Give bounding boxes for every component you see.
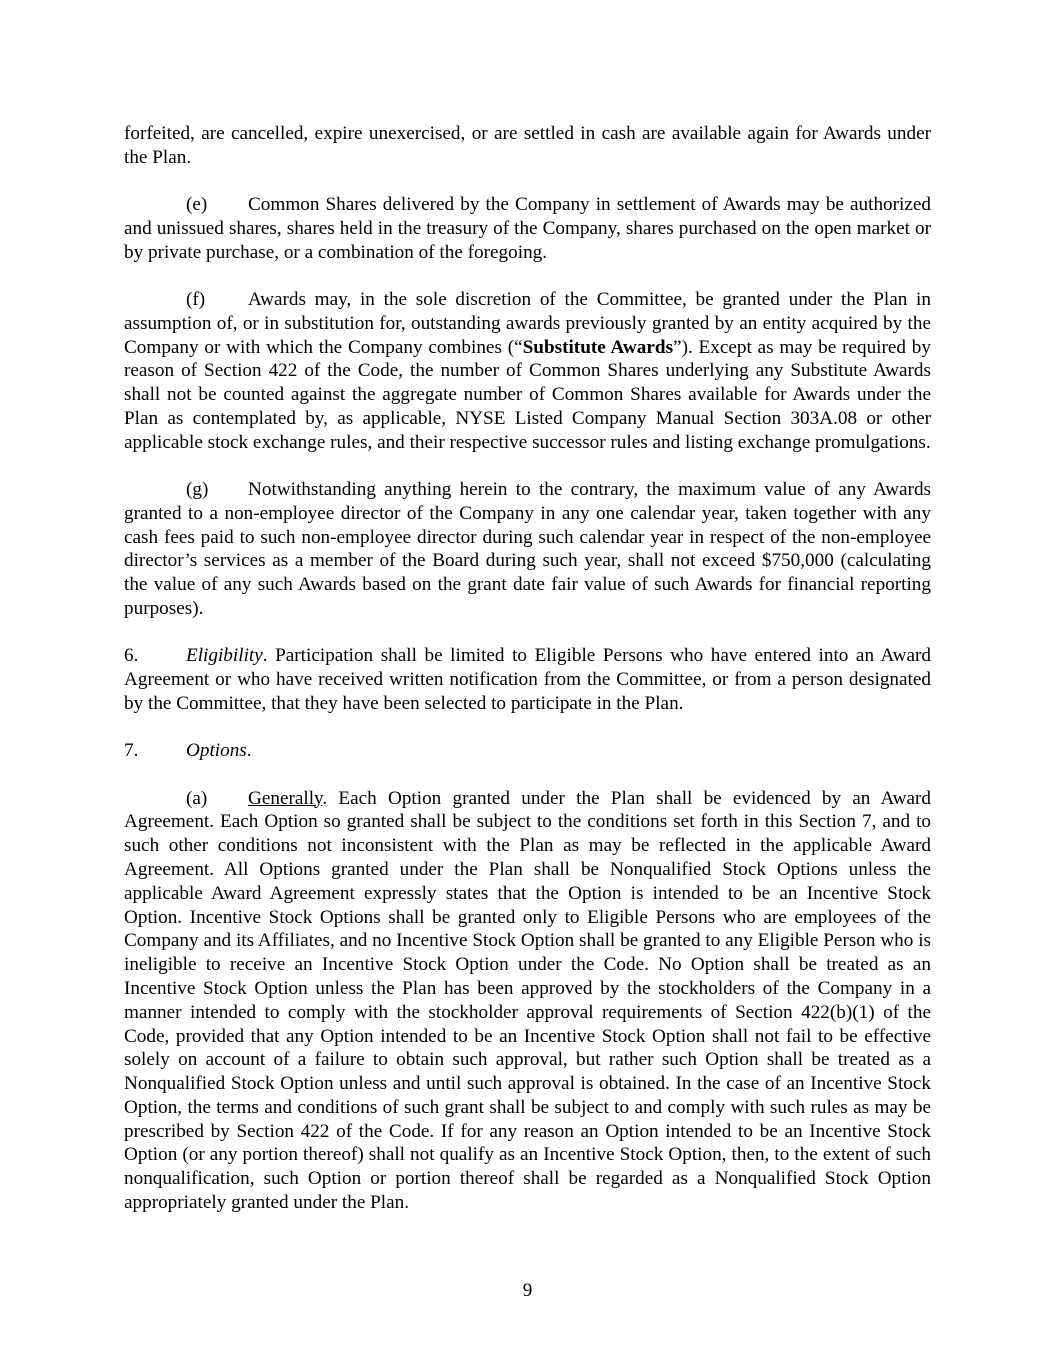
section-7-title: Options	[186, 740, 247, 762]
section-6-title: Eligibility	[186, 645, 263, 667]
section-7-title-end: .	[246, 740, 252, 762]
section-6-number: 6.	[124, 645, 139, 667]
paragraph-g-label: (g)	[186, 479, 209, 501]
paragraph-d-continuation: forfeited, are cancelled, expire unexercised, or are settled in cash are available again for Awards under the Plan.	[124, 123, 931, 168]
paragraph-f-text-after: ”). Except as may be required by reason of Section 422 of the Code, the number of Common Shares underlying any Substitute Awards shall not be counted against the aggregate number of Common Shares available for Awards under the Plan as contemplated by, as applicable, NYSE Listed Company Manual Section 303A.08 or other applicable stock exchange rules, and their respective successor rules and listing exchange promulgations.	[124, 336, 931, 453]
paragraph-g	[124, 478, 931, 621]
paragraph-e	[124, 193, 931, 264]
paragraph-g-text: Notwithstanding anything herein to the contrary, the maximum value of any Awards granted to a non-employee director of the Company in any one calendar year, taken together with any cash fees paid to such non-employee director during such calendar year in respect of the non-employee director’s services as a member of the Board during such year, shall not exceed $750,000 (calculating the value of any such Awards based on the grant date fair value of such Awards for financial reporting purposes).	[124, 479, 931, 620]
paragraph-7a-label: (a)	[186, 787, 208, 809]
page-number: 9	[522, 1280, 533, 1301]
paragraph-e-text: Common Shares delivered by the Company in settlement of Awards may be authorized and unissued shares, shares held in the treasury of the Company, shares purchased on the open market or by private purchase, or a combination of the foregoing.	[124, 194, 931, 263]
paragraph-7a-generally	[124, 787, 931, 1215]
section-7-options	[124, 739, 931, 763]
section-6-eligibility	[124, 644, 931, 715]
paragraph-f	[124, 288, 931, 455]
paragraph-7a-heading: Generally	[248, 787, 323, 809]
paragraph-7a-text: . Each Option granted under the Plan shall be evidenced by an Award Agreement. Each Option so granted shall be subject to the conditions set forth in this Section 7, and to such other conditions not inconsistent with the Plan as may be reflected in the applicable Award Agreement. All Options granted under the Plan shall be Nonqualified Stock Options unless the applicable Award Agreement expressly states that the Option is intended to be an Incentive Stock Option. Incentive Stock Options shall be granted only to Eligible Persons who are employees of the Company and its Affiliates, and no Incentive Stock Option shall be granted to any Eligible Person who is ineligible to receive an Incentive Stock Option under the Code. No Option shall be treated as an Incentive Stock Option unless the Plan has been approved by the stockholders of the Company in a manner intended to comply with the stockholder approval requirements of Section 422(b)(1) of the Code, provided that any Option intended to be an Incentive Stock Option shall not fail to be effective solely on account of a failure to obtain such approval, but rather such Option shall be treated as a Nonqualified Stock Option unless and until such approval is obtained. In the case of an Incentive Stock Option, the terms and conditions of such grant shall be subject to and comply with such rules as may be prescribed by Section 422 of the Code. If for any reason an Option intended to be an Incentive Stock Option (or any portion thereof) shall not qualify as an Incentive Stock Option, then, to the extent of such nonqualification, such Option or portion thereof shall be regarded as a Nonqualified Stock Option appropriately granted under the Plan.	[124, 787, 931, 1214]
document-body	[124, 122, 931, 1238]
paragraph-f-text-before: Awards may, in the sole discretion of the Committee, be granted under the Plan in assumption of, or in substitution for, outstanding awards previously granted by an entity acquired by the Company or with which the Company combines (“	[124, 288, 931, 358]
paragraph-e-label: (e)	[186, 194, 208, 216]
section-6-text: . Participation shall be limited to Eligible Persons who have entered into an Award Agreement or who have received written notification from the Committee, or from a person designated by the Committee, that they have been selected to participate in the Plan.	[124, 645, 931, 714]
section-7-number: 7.	[124, 740, 139, 762]
defined-term-substitute-awards: Substitute Awards	[522, 336, 674, 358]
paragraph-f-label: (f)	[186, 288, 206, 310]
